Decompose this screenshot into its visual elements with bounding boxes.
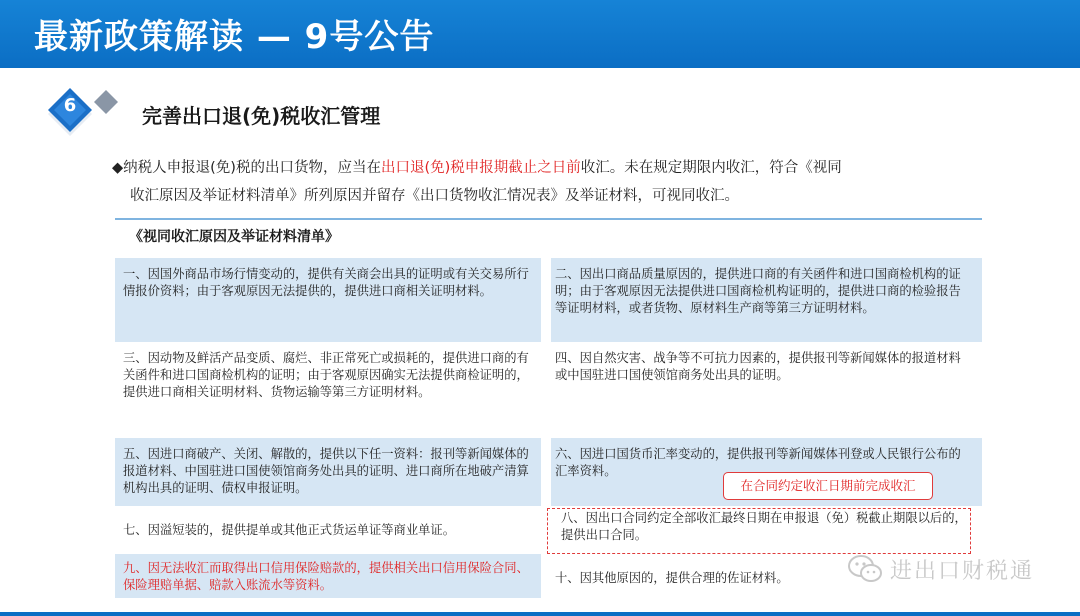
intro-line-2: 收汇原因及举证材料清单》所列原因并留存《出口货物收汇情况表》及举证材料，可视同收汇。 <box>130 188 739 204</box>
table-cell: 七、因溢短装的，提供提单或其他正式货运单证等商业单证。 <box>123 523 456 537</box>
intro-paragraph <box>112 154 992 210</box>
watermark-text: 进出口财税通 <box>890 558 1035 584</box>
table-cell: 四、因自然灾害、战争等不可抗力因素的，提供报刊等新闻媒体的报道材料或中国驻进口国使领馆商务处出具的证明。 <box>555 351 961 382</box>
intro-highlight: 出口退(免)税申报期截止之日前 <box>380 160 581 176</box>
table-cell: 九、因无法收汇而取得出口信用保险赔款的，提供相关出口信用保险合同、保险理赔单据、赔款入账流水等资料。 <box>115 554 541 598</box>
callout-note: 在合同约定收汇日期前完成收汇 <box>723 472 933 500</box>
table-cell: 一、因国外商品市场行情变动的，提供有关商会出具的证明或有关交易所行情报价资料；由于客观原因无法提供的，提供进口商相关证明材料。 <box>115 258 541 342</box>
table-cell: 六、因进口国货币汇率变动的，提供报刊等新闻媒体刊登或人民银行公布的汇率资料。 <box>551 438 982 506</box>
intro-part2: 收汇。未在规定期限内收汇，符合《视同 <box>580 160 842 176</box>
intro-part1: ◆纳税人申报退(免)税的出口货物，应当在 <box>112 160 381 176</box>
table-cell: 五、因进口商破产、关闭、解散的，提供以下任一资料：报刊等新闻媒体的报道材料、中国驻进口国使领馆商务处出具的证明、进口商所在地破产清算机构出具的证明、债权申报证明。 <box>115 438 541 506</box>
bottom-rule <box>0 612 1080 616</box>
table-row <box>115 258 982 342</box>
wechat-icon <box>848 554 882 584</box>
table-cell: 八、因出口合同约定全部收汇最终日期在申报退（免）税截止期限以后的，提供出口合同。 <box>561 511 967 542</box>
section-title: 完善出口退(免)税收汇管理 <box>142 104 381 128</box>
diamond-badge-icon <box>30 82 130 142</box>
watermark <box>848 549 1034 589</box>
table-top-rule <box>115 218 982 220</box>
section-badge <box>30 82 130 142</box>
table-cell: 三、因动物及鲜活产品变质、腐烂、非正常死亡或损耗的，提供进口商的有关函件和进口国商检机构的证明；由于客观原因确实无法提供商检证明的，提供进口商相关证明材料、货物运输等第三方证明材料。 <box>123 351 529 399</box>
header-bar <box>0 0 1080 68</box>
table-cell: 十、因其他原因的，提供合理的佐证材料。 <box>555 571 789 585</box>
page-title: 最新政策解读 — 9号公告 <box>34 17 435 57</box>
section-number: 6 <box>63 95 77 116</box>
table-caption: 《视同收汇原因及举证材料清单》 <box>129 229 339 245</box>
intro-line-1 <box>112 154 992 182</box>
highlight-dashed-box <box>547 508 971 554</box>
table-row <box>115 342 982 438</box>
table-cell: 二、因出口商品质量原因的，提供进口商的有关函件和进口国商检机构的证明；由于客观原因无法提供进口国商检机构证明的，提供进口商的检验报告等证明材料，或者货物、原材料生产商等第三方证明材料。 <box>551 258 982 342</box>
